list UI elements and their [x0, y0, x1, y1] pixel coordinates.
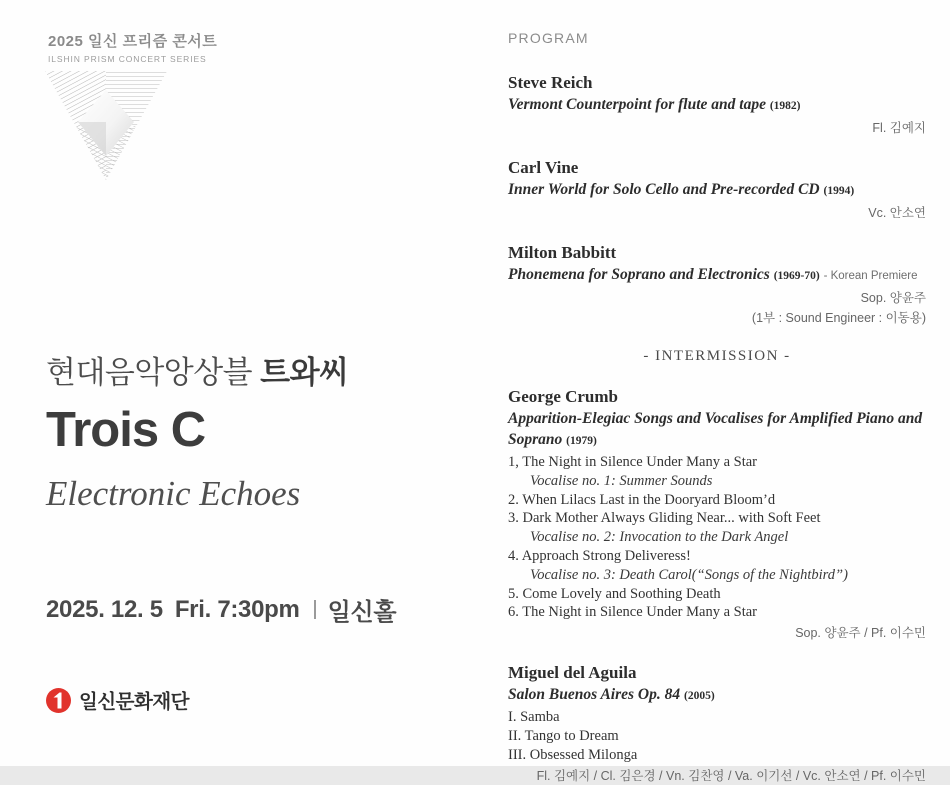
composer-name: Miguel del Aguila: [508, 663, 637, 683]
title-block: [46, 347, 348, 514]
main-title: Trois C: [46, 403, 206, 457]
piece-title: [508, 684, 926, 707]
program-heading: PROGRAM: [508, 30, 589, 46]
foundation-logo-block: [46, 686, 189, 714]
piece-year: (1979): [566, 435, 597, 447]
movement-item: I. Samba: [508, 709, 560, 726]
series-title-korean: 2025 일신 프리즘 콘서트: [48, 33, 218, 50]
piece-text: Apparition-Elegiac Songs and Vocalises for Amplified Piano and Soprano: [508, 410, 923, 448]
program-section-babbitt: [508, 241, 926, 327]
piece-year: (1969-70): [773, 270, 820, 282]
movement-list: [508, 453, 926, 622]
subtitle: Electronic Echoes: [46, 474, 301, 513]
piece-year: (2005): [684, 690, 715, 703]
piece-title: [508, 179, 926, 202]
foundation-circle-icon: [46, 688, 71, 713]
performers: Sop. 양윤주 / Pf. 이수민: [795, 626, 926, 641]
piece-title: [508, 94, 926, 117]
performers: Sop. 양윤주: [860, 291, 926, 305]
sound-engineer-credit: (1부 : Sound Engineer : 이동용): [751, 311, 926, 325]
prism-triangle-logo: [42, 68, 170, 191]
movement-item: II. Tango to Dream: [508, 727, 619, 744]
composer-name: Milton Babbitt: [508, 243, 617, 262]
movement-list: [508, 708, 926, 764]
foundation-name: 일신문화재단: [79, 691, 190, 713]
movement-vocalise: Vocalise no. 3: Death Carol(“Songs of the Nightbird”): [530, 566, 848, 583]
program-section-crumb: [508, 385, 926, 642]
piece-title: [508, 408, 926, 452]
movement-item: 6. The Night in Silence Under Many a Star: [508, 604, 757, 621]
composer-name: Steve Reich: [508, 73, 593, 92]
movement-item: 2. When Lilacs Last in the Dooryard Bloom’d: [508, 491, 776, 508]
movement-item: 3. Dark Mother Always Gliding Near... with Soft Feet: [508, 510, 821, 527]
movement-item: 4. Approach Strong Deliveress!: [508, 547, 691, 564]
movement-vocalise: Vocalise no. 2: Invocation to the Dark Angel: [530, 529, 789, 546]
movement-vocalise: Vocalise no. 1: Summer Sounds: [530, 472, 713, 489]
ensemble-title: [46, 347, 348, 392]
piece-text: Inner World for Solo Cello and Pre-recorded CD: [508, 181, 820, 198]
piece-note: - Korean Premiere: [823, 270, 918, 282]
intermission-label: - INTERMISSION -: [643, 348, 791, 364]
movement-item: 5. Come Lovely and Soothing Death: [508, 585, 721, 602]
event-venue: 일신홀: [327, 599, 397, 626]
piece-text: Vermont Counterpoint for flute and tape: [508, 96, 766, 113]
performers: Fl. 김예지: [872, 121, 926, 135]
piece-title: [508, 264, 926, 287]
piece-text: Phonemena for Soprano and Electronics: [508, 266, 770, 283]
ensemble-name: 트와씨: [260, 355, 349, 390]
date-venue-divider: [314, 600, 316, 619]
event-day-time: Fri. 7:30pm: [174, 595, 300, 623]
piece-year: (1982): [769, 100, 801, 112]
ensemble-prefix: 현대음악앙상블: [46, 355, 253, 390]
ensemble-performers: Fl. 김예지 / Cl. 김은경 / Vn. 김찬영 / Va. 이기선 / Vc. 안소연 / Pf. 이수민: [536, 768, 926, 783]
movement-item: III. Obsessed Milonga: [508, 746, 638, 763]
composer-name: George Crumb: [508, 387, 619, 406]
piece-year: (1994): [823, 185, 855, 197]
prism-logo-icon: [42, 68, 170, 186]
series-title-english: ILSHIN PRISM CONCERT SERIES: [48, 54, 207, 64]
movement-item: 1, The Night in Silence Under Many a Star: [508, 454, 757, 470]
composer-name: Carl Vine: [508, 158, 579, 177]
program-section-vine: [508, 156, 926, 222]
performers: Vc. 안소연: [868, 206, 926, 220]
program-section-reich: [508, 71, 926, 137]
event-date-line: [46, 592, 396, 627]
program-column: [508, 30, 926, 785]
event-date: 2025. 12. 5: [46, 595, 163, 623]
piece-text: Salon Buenos Aires Op. 84: [508, 686, 681, 704]
series-brand: [48, 30, 217, 64]
program-section-aguila: [508, 661, 926, 784]
